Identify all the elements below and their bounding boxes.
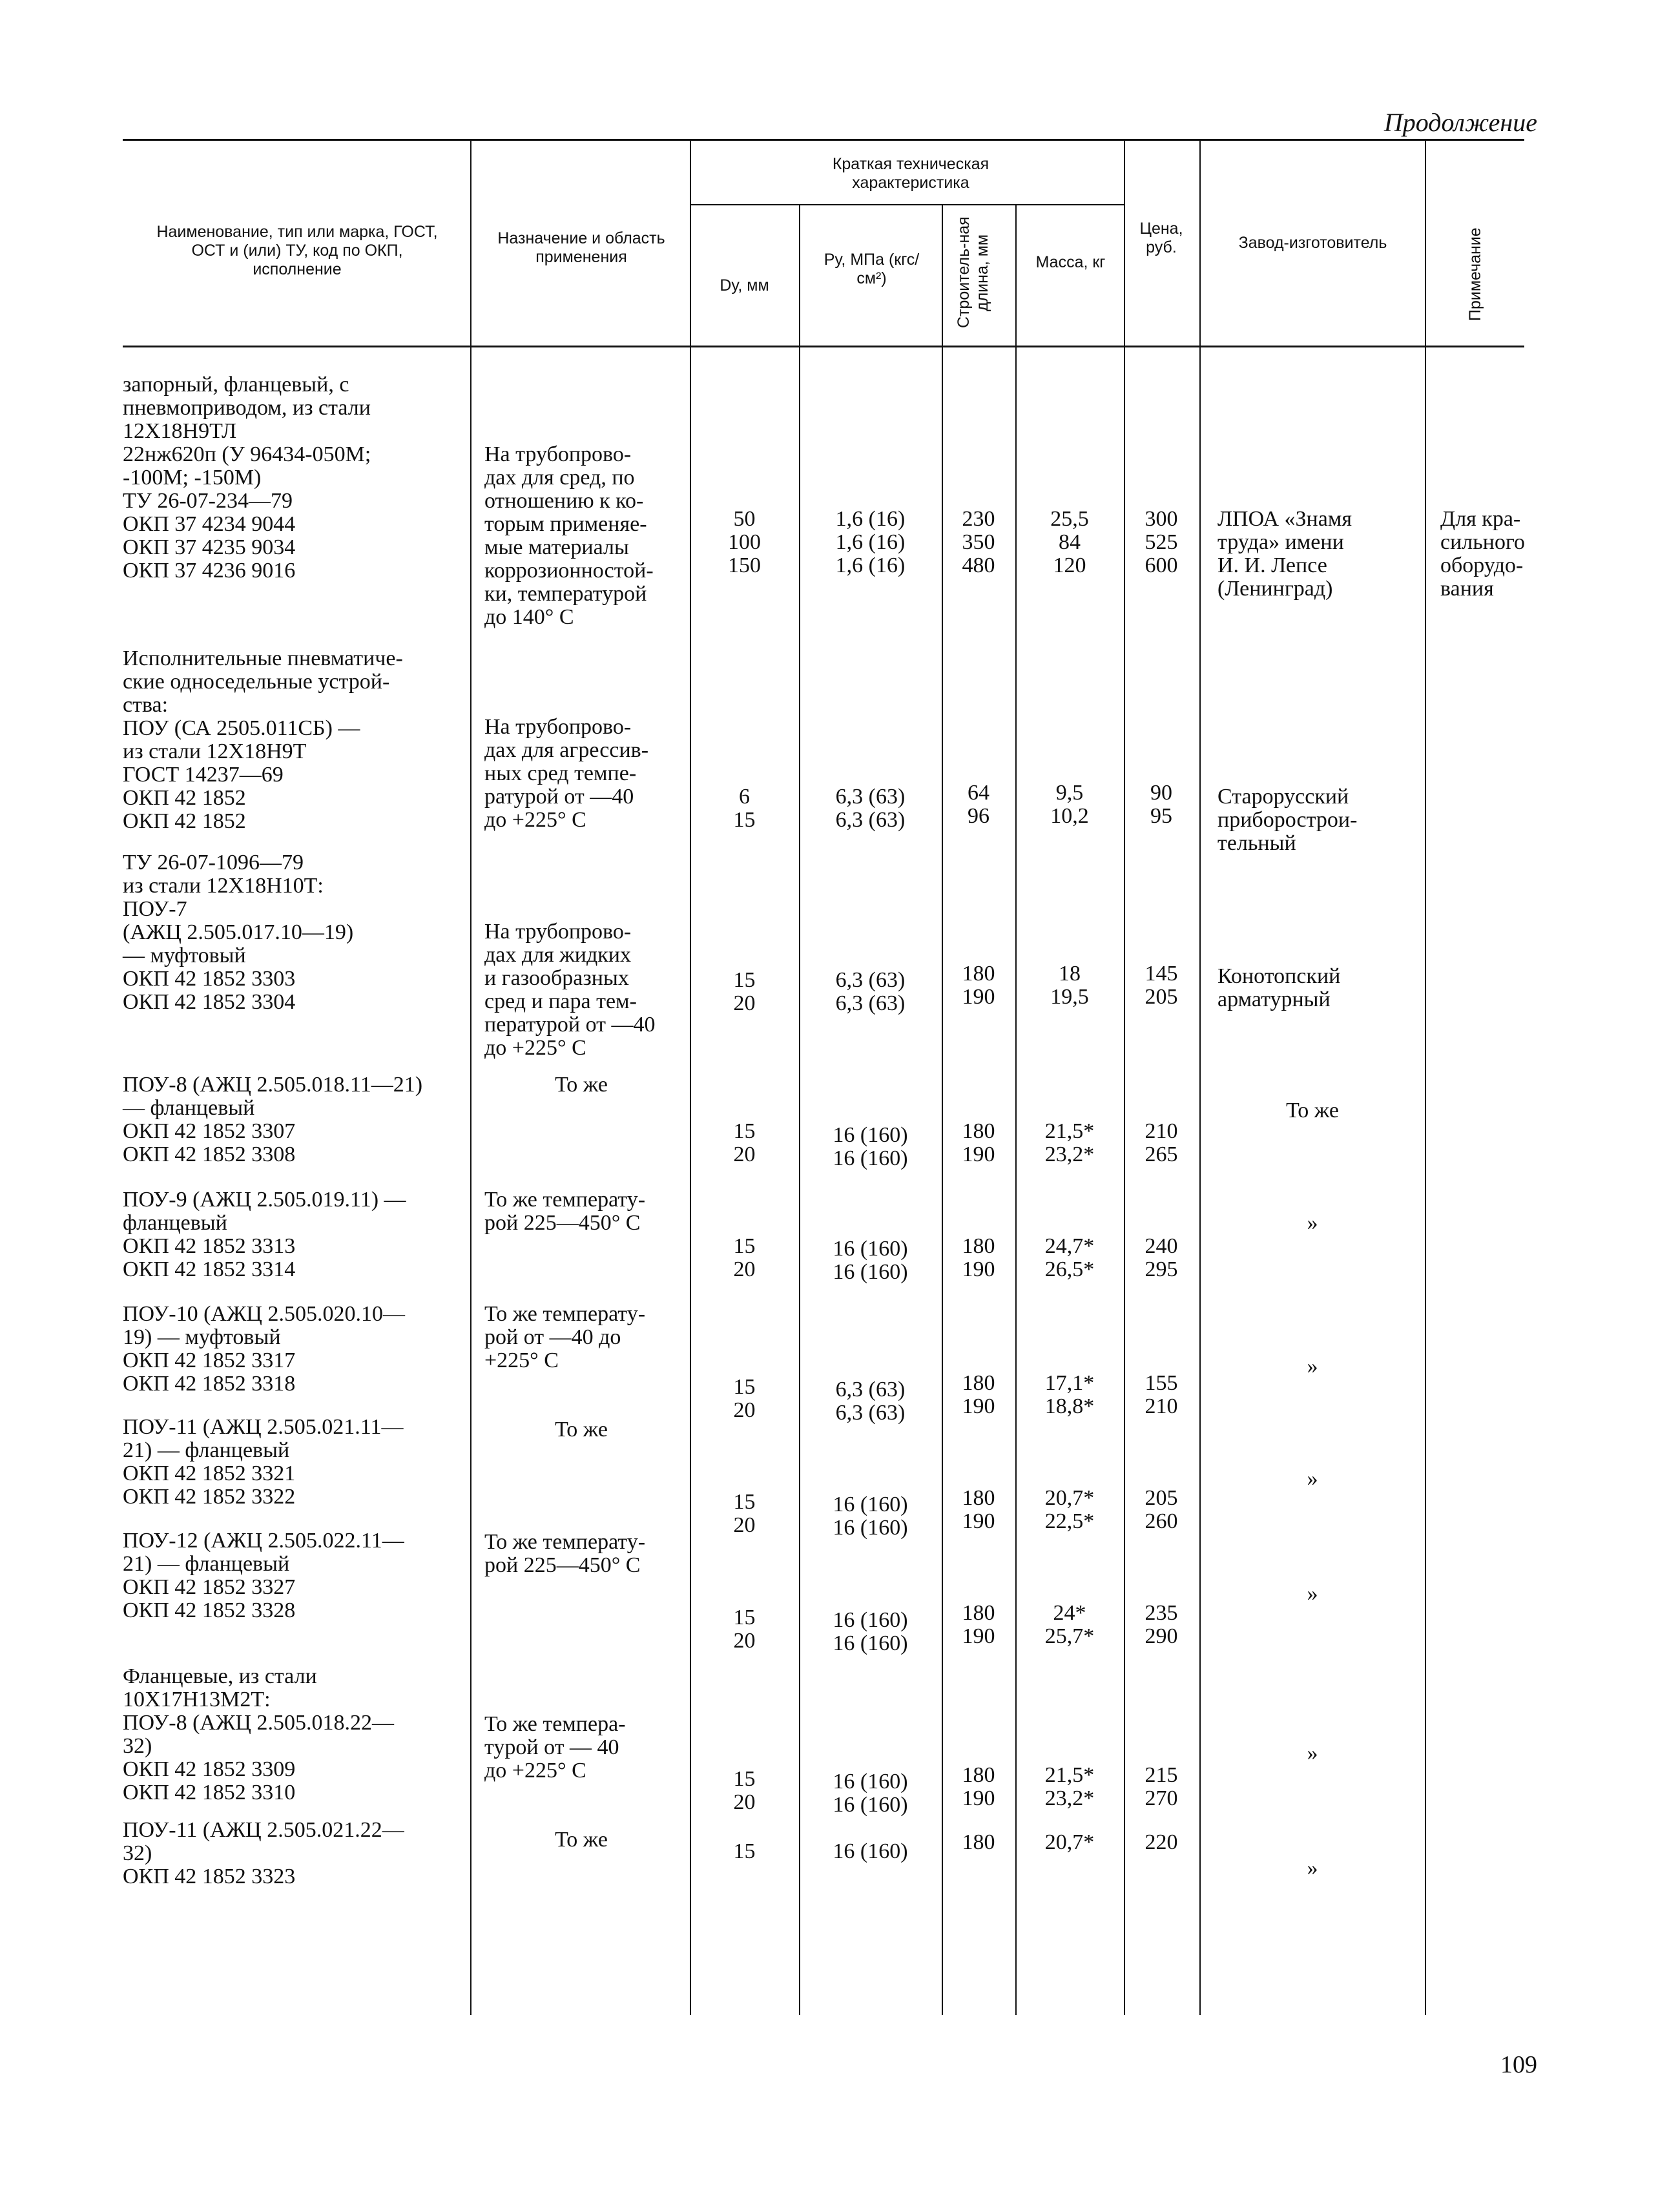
table-row-purpose: На трубопрово- дах для агрессив- ных сред темпе- ратурой от —40 до +225° С <box>484 715 649 832</box>
table-row-purpose: То же <box>555 1828 608 1852</box>
table-row-maker: » <box>1307 1856 1318 1880</box>
table-row-maker: То же <box>1286 1099 1339 1122</box>
table-row-mass: 25,5 84 120 <box>1050 507 1089 577</box>
table-row-price: 210 265 <box>1145 1119 1178 1166</box>
table-row-mass: 17,1* 18,8* <box>1044 1371 1095 1418</box>
col-header-py: Pу, МПа (кгс/см²) <box>823 251 920 287</box>
table-row-py: 16 (160) <box>833 1839 908 1863</box>
table-row-purpose: То же <box>555 1073 608 1097</box>
table-row-name: ПОУ-9 (АЖЦ 2.505.019.11) — фланцевый ОКП 42 1852 3313 ОКП 42 1852 3314 <box>123 1188 406 1281</box>
table-row-py: 6,3 (63) 6,3 (63) <box>835 1378 906 1425</box>
page-number: 109 <box>1500 2051 1537 2078</box>
table-row-price: 235 290 <box>1145 1601 1178 1648</box>
table-row-price: 205 260 <box>1145 1486 1178 1533</box>
col-header-length: Строитель-ная длина, мм <box>955 216 991 329</box>
table-row-purpose: То же температу- рой от —40 до +225° С <box>484 1302 646 1372</box>
col-divider-length <box>942 205 943 2015</box>
table-row-length: 180 190 <box>962 1763 995 1810</box>
table-row-price: 240 295 <box>1145 1234 1178 1281</box>
table-row-mass: 20,7* 22,5* <box>1044 1486 1095 1533</box>
table-row-length: 180 190 <box>962 1119 995 1166</box>
tech-group-rule <box>690 204 1124 205</box>
table-row-purpose: То же темпера- турой от — 40 до +225° С <box>484 1712 626 1783</box>
table-row-length: 180 190 <box>962 1234 995 1281</box>
table-row-maker: » <box>1307 1354 1318 1378</box>
table-row-py: 6,3 (63) 6,3 (63) <box>835 968 906 1015</box>
table-row-length: 180 190 <box>962 1601 995 1648</box>
table-row-price: 90 95 <box>1150 781 1172 828</box>
table-row-maker: Старорусский приборострои- тельный <box>1217 785 1358 855</box>
table-row-maker: » <box>1307 1741 1318 1765</box>
col-divider-mass <box>1015 205 1017 2015</box>
table-row-py: 16 (160) 16 (160) <box>833 1493 908 1540</box>
col-header-tech-group: Краткая техническая характеристика <box>832 155 989 192</box>
table-row-maker: ЛПОА «Знамя труда» имени И. И. Лепсе (Ленинград) <box>1217 507 1352 601</box>
continuation-label: Продолжение <box>1383 108 1537 137</box>
table-row-purpose: То же температу- рой 225—450° С <box>484 1530 646 1577</box>
col-header-dy: Dу, мм <box>720 276 769 295</box>
table-row-mass: 21,5* 23,2* <box>1044 1119 1095 1166</box>
table-row-name: Исполнительные пневматиче- ские односедельные устрой- ства: ПОУ (СА 2505.011СБ) — из стали 12Х18Н9Т ГОСТ 14237—69 ОКП 42 1852 ОКП 42 1852 <box>123 646 403 833</box>
table-row-purpose: На трубопрово- дах для сред, по отношению к ко- торым применяе- мые материалы коррозионностой- ки, температурой до 140° С <box>484 442 654 629</box>
table-row-mass: 20,7* <box>1044 1830 1095 1854</box>
table-row-dy: 6 15 <box>733 785 756 832</box>
header-bottom-rule <box>123 346 1524 347</box>
table-row-dy: 15 20 <box>733 1606 756 1653</box>
table-row-price: 215 270 <box>1145 1763 1178 1810</box>
col-divider-note <box>1425 139 1426 2015</box>
table-row-dy: 50 100 150 <box>728 507 761 577</box>
table-row-purpose: То же температу- рой 225—450° С <box>484 1188 646 1235</box>
col-header-mass: Масса, кг <box>1035 253 1106 271</box>
table-row-price: 145 205 <box>1145 962 1178 1009</box>
col-divider-price <box>1124 139 1125 2015</box>
table-row-price: 220 <box>1145 1830 1178 1854</box>
table-row-mass: 18 19,5 <box>1050 962 1089 1009</box>
table-row-length: 230 350 480 <box>962 507 995 577</box>
table-row-price: 300 525 600 <box>1145 507 1178 577</box>
table-row-py: 16 (160) 16 (160) <box>833 1123 908 1170</box>
table-row-dy: 15 <box>733 1839 756 1863</box>
col-header-price: Цена, руб. <box>1139 220 1183 256</box>
table-row-dy: 15 20 <box>733 1490 756 1537</box>
table-row-py: 16 (160) 16 (160) <box>833 1770 908 1817</box>
table-row-length: 180 190 <box>962 1486 995 1533</box>
table-row-name: Фланцевые, из стали 10Х17Н13М2Т: ПОУ-8 (АЖЦ 2.505.018.22— 32) ОКП 42 1852 3309 ОКП 42 1852 3310 <box>123 1664 394 1804</box>
table-row-name: запорный, фланцевый, с пневмоприводом, из стали 12Х18Н9ТЛ 22нж620п (У 96434-050М; -100М; -150М) ТУ 26-07-234—79 ОКП 37 4234 9044 ОКП 37 4235 9034 ОКП 37 4236 9016 <box>123 373 371 583</box>
col-divider-maker <box>1199 139 1201 2015</box>
table-row-maker: Конотопский арматурный <box>1217 964 1341 1011</box>
table-row-dy: 15 20 <box>733 1234 756 1281</box>
col-header-purpose: Назначение и область применения <box>497 229 665 266</box>
table-row-py: 1,6 (16) 1,6 (16) 1,6 (16) <box>835 507 906 577</box>
table-row-price: 155 210 <box>1145 1371 1178 1418</box>
col-divider-purpose <box>470 139 471 2015</box>
table-row-mass: 9,5 10,2 <box>1050 781 1089 828</box>
table-top-rule <box>123 139 1524 141</box>
table-row-name: ПОУ-12 (АЖЦ 2.505.022.11— 21) — фланцевый ОКП 42 1852 3327 ОКП 42 1852 3328 <box>123 1529 404 1622</box>
table-row-dy: 15 20 <box>733 1375 756 1422</box>
col-divider-tech <box>690 139 691 2015</box>
table-row-dy: 15 20 <box>733 968 756 1015</box>
col-divider-py <box>799 205 800 2015</box>
col-header-name: Наименование, тип или марка, ГОСТ, ОСТ и (или) ТУ, код по ОКП, исполнение <box>156 223 438 278</box>
col-header-note: Примечание <box>1466 227 1484 322</box>
table-row-name: ПОУ-8 (АЖЦ 2.505.018.11—21) — фланцевый ОКП 42 1852 3307 ОКП 42 1852 3308 <box>123 1073 423 1166</box>
table-row-py: 16 (160) 16 (160) <box>833 1608 908 1655</box>
table-row-py: 6,3 (63) 6,3 (63) <box>835 785 906 832</box>
col-header-maker: Завод-изготовитель <box>1238 234 1387 252</box>
table-row-dy: 15 20 <box>733 1119 756 1166</box>
table-row-length: 64 96 <box>968 781 989 828</box>
table-row-length: 180 190 <box>962 1371 995 1418</box>
table-row-maker: » <box>1307 1211 1318 1235</box>
table-row-name: ПОУ-11 (АЖЦ 2.505.021.11— 21) — фланцевый ОКП 42 1852 3321 ОКП 42 1852 3322 <box>123 1415 404 1509</box>
table-row-name: ПОУ-10 (АЖЦ 2.505.020.10— 19) — муфтовый ОКП 42 1852 3317 ОКП 42 1852 3318 <box>123 1302 405 1396</box>
table-row-purpose: На трубопрово- дах для жидких и газообразных сред и пара тем- пературой от —40 до +225° С <box>484 920 656 1060</box>
table-row-mass: 21,5* 23,2* <box>1044 1763 1095 1810</box>
table-row-length: 180 190 <box>962 962 995 1009</box>
table-row-mass: 24* 25,7* <box>1044 1601 1095 1648</box>
table-row-purpose: То же <box>555 1418 608 1442</box>
table-row-maker: » <box>1307 1582 1318 1606</box>
table-row-length: 180 <box>962 1830 995 1854</box>
table-row-name: ПОУ-11 (АЖЦ 2.505.021.22— 32) ОКП 42 1852 3323 <box>123 1818 404 1888</box>
table-row-py: 16 (160) 16 (160) <box>833 1237 908 1284</box>
table-row-name: ТУ 26-07-1096—79 из стали 12Х18Н10Т: ПОУ-7 (АЖЦ 2.505.017.10—19) — муфтовый ОКП 42 1852 3303 ОКП 42 1852 3304 <box>123 851 354 1014</box>
table-row-dy: 15 20 <box>733 1767 756 1814</box>
table-row-note: Для кра- сильного оборудо- вания <box>1440 507 1526 601</box>
table-row-maker: » <box>1307 1467 1318 1491</box>
table-row-mass: 24,7* 26,5* <box>1044 1234 1095 1281</box>
